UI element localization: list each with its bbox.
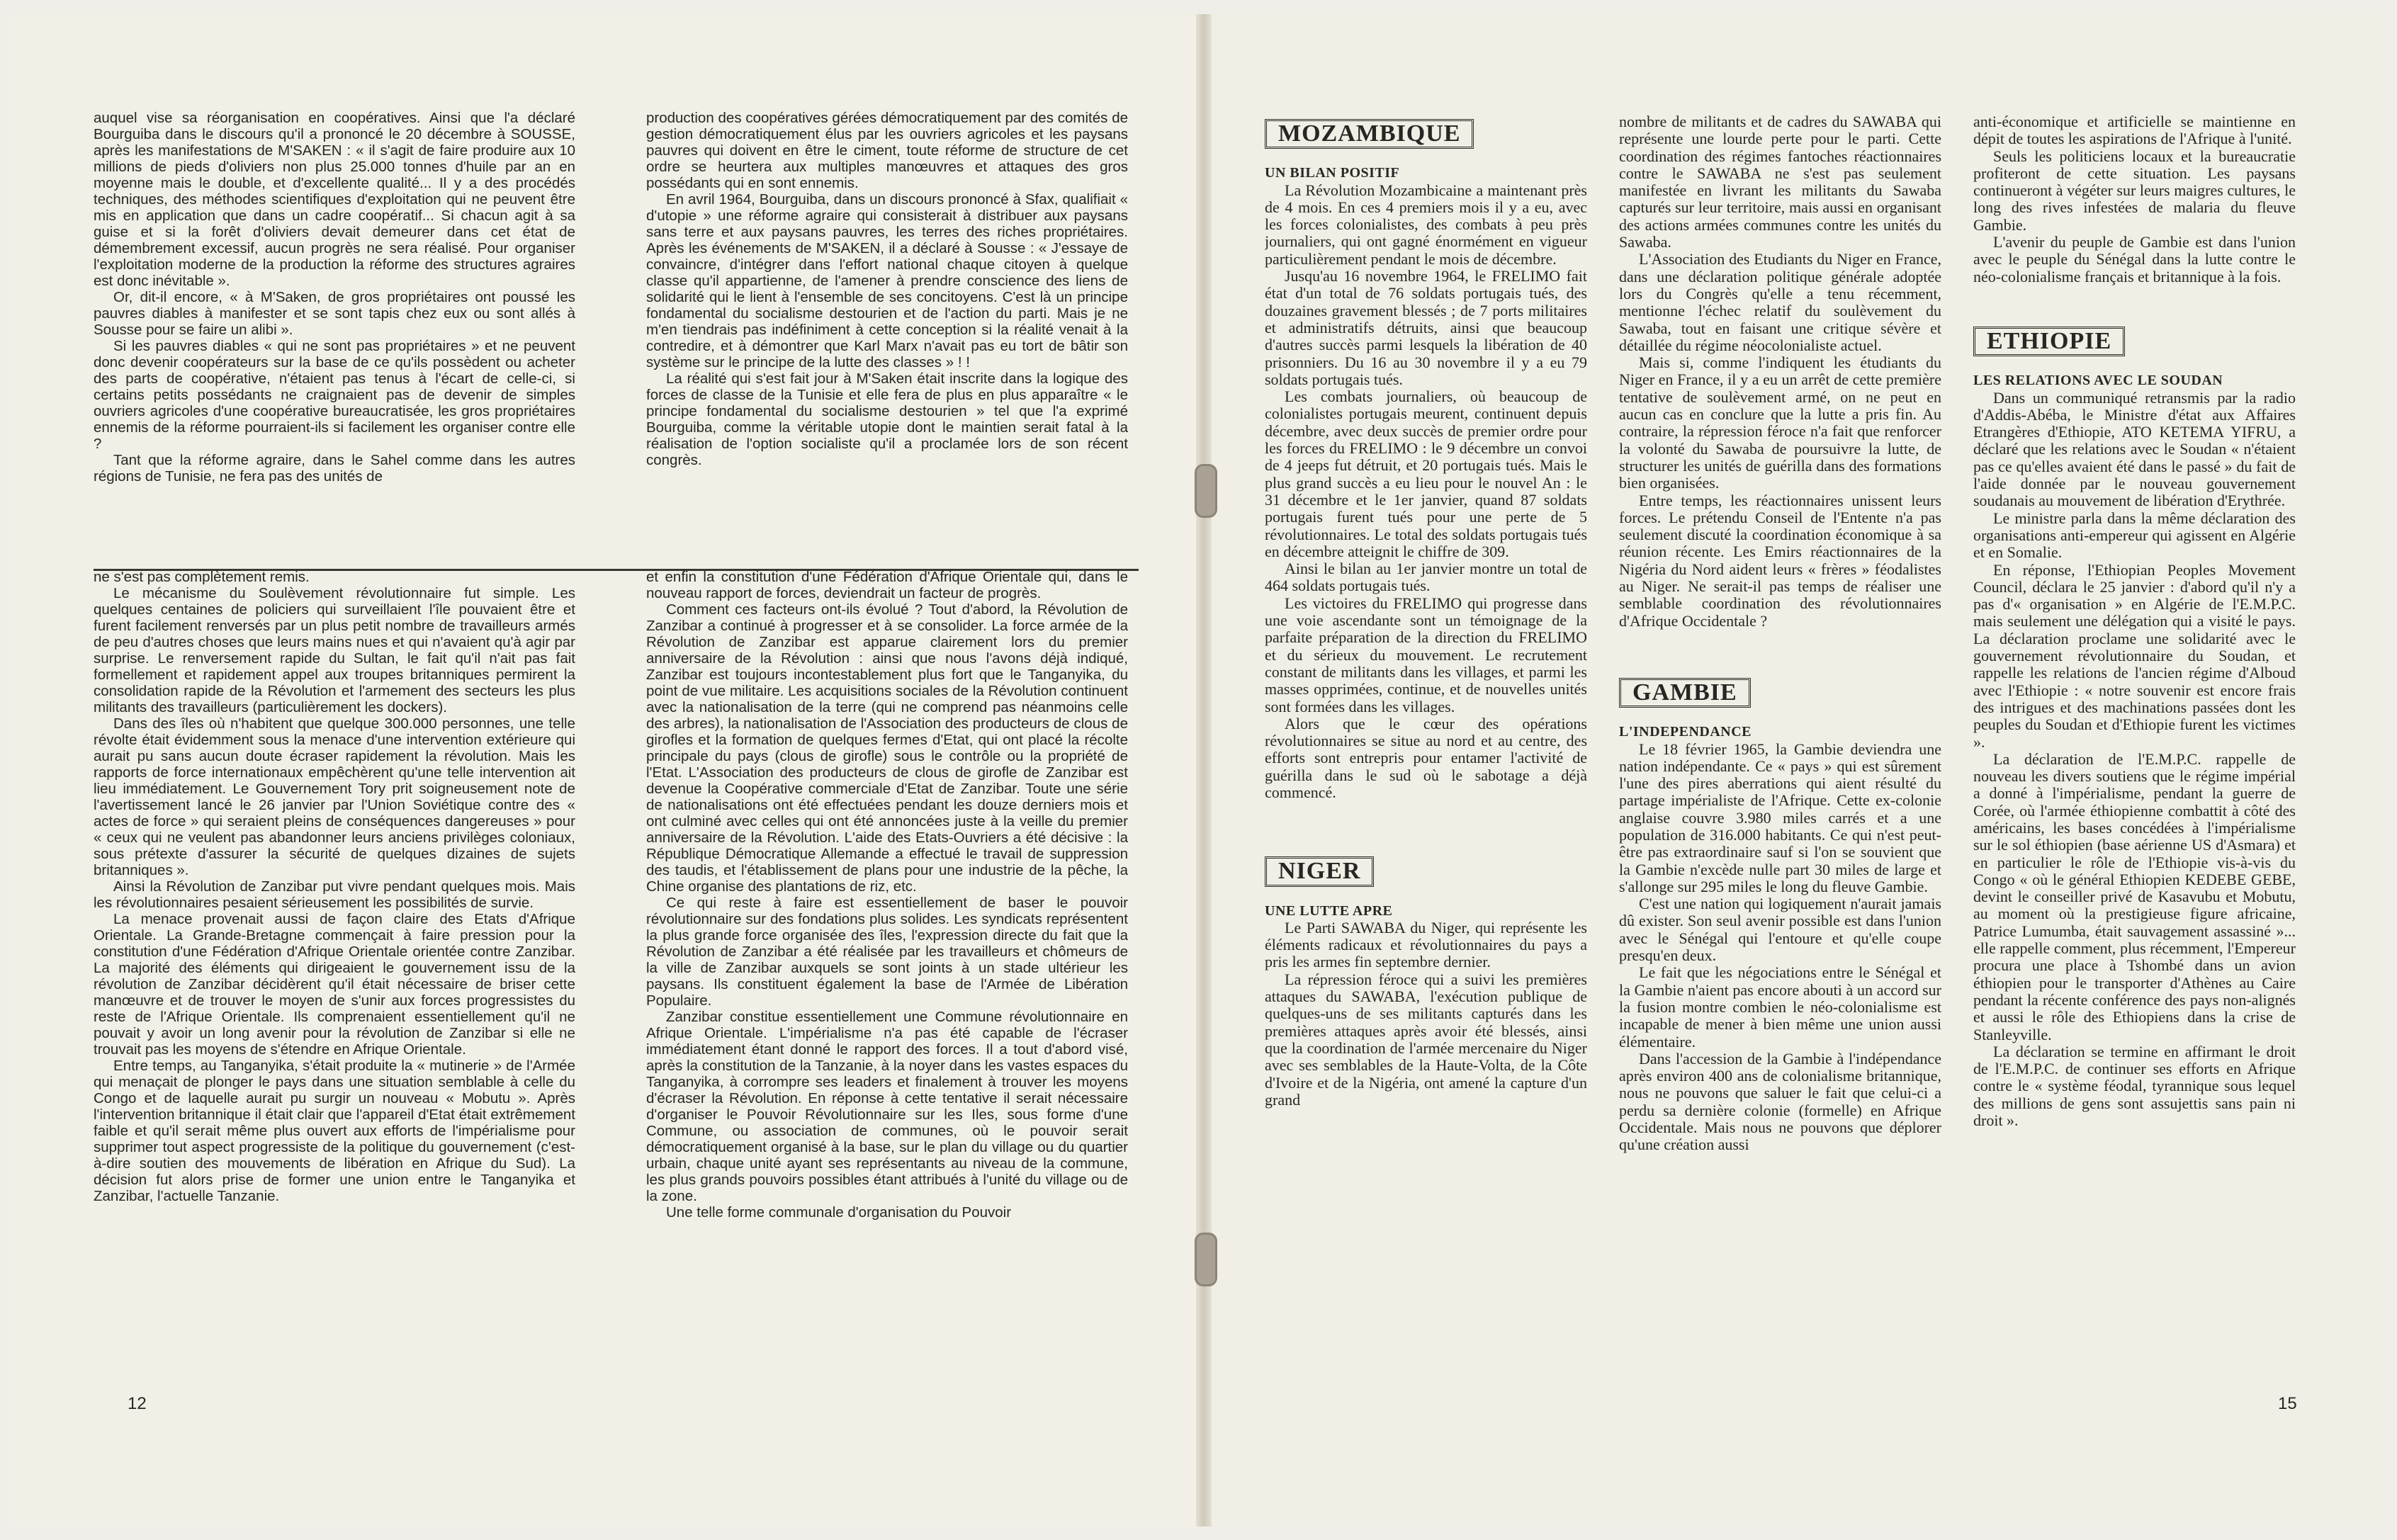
paragraph: Alors que le cœur des opérations révolutionnaires se situe au nord et au centre, des efforts sont entrepris pour entamer l'activité de guérilla dans le sud où le sabotage a déjà commencé. [1265,714,1587,801]
paragraph: Zanzibar constitue essentiellement une Commune révolutionnaire en Afrique Orientale. L'impérialisme n'a pas été capable de l'écraser immédiatement étant donné le rapport des forces. Il a tout d'abord visé, après la constitution de la Tanzanie, à la noyer dans les vastes espaces du Tanganyika, à corrompre ses leaders et finalement à trouver les moyens d'écraser la Révolution. En réponse à cette tentative il serait nécessaire d'organiser le Pouvoir Révolutionnaire sur les Iles, sous forme d'une Commune, ou association de communes, où le pouvoir serait démocratiquement organisé à la base, sur le plan du village ou du quartier urbain, chaque unité ayant ses représentants au niveau de la commune, les plus grands pouvoirs possibles étant attribués à l'unité du village ou de la zone. [646,1009,1128,1204]
paragraph: Le mécanisme du Soulèvement révolutionnaire fut simple. Les quelques centaines de policiers qui surveillaient l'île pouvaient être et furent facilement renversés par un plus petit nombre de travailleurs armés de peu d'autres choses que leurs mains nues et qui n'avaient qu'à agir par surprise. Le renversement rapide du Sultan, le fait qu'il n'ait pas fait formellement et rapidement appel aux troupes britanniques permirent la consolidation rapide de la Révolution et l'armement des secteurs les plus militants des travailleurs (particulièrement les dockers). [94,585,575,715]
heading-niger: NIGER [1265,856,1374,886]
paragraph: L'Association des Etudiants du Niger en France, dans une déclaration politique générale adoptée lors du Congrès qu'elle a tenu récemment, mentionne l'échec relatif du soulèvement du Sawaba, tout en faisant une critique sévère et détaillée du régime néocolonialiste actuel. [1619,250,1941,354]
paragraph: Comment ces facteurs ont-ils évolué ? Tout d'abord, la Révolution de Zanzibar a continué à progresser et à se consolider. La force armée de la Révolution de Zanzibar est apparue clairement lors du premier anniversaire de la Révolution : ainsi que nous l'avons déjà indiqué, Zanzibar est toujours incontestablement plus fort que le Tanganyika, du point de vue militaire. Les acquisitions sociales de la Révolution continuent avec la nationalisation de la terre (qui ne comprend pas néanmoins celle des arbres), la nationalisation de l'Association des producteurs de clous de girofles et la formation de quelques fermes d'Etat, qui ont placé la récolte principale du pays (clous de girofle) sous le contrôle ou la propriété de l'Etat. L'Association des producteurs de clous de girofle de Zanzibar est devenue la Coopérative commerciale d'Etat de Zanzibar. Toute une série de nationalisations ont été effectuées pendant les douze derniers mois et ont culminé avec celles qui ont été annoncées juste à la veille du premier anniversaire de la Révolution. L'aide des Etats-Ouvriers a été décisive : la République Démocratique Allemande a effectué le travail de suppression des taudis, et l'établissement de plans pour une industrie de la pêche, la Chine organise des plantations de riz, etc. [646,601,1128,895]
paragraph: La déclaration de l'E.M.P.C. rappelle de nouveau les divers soutiens que le régime impérial a donné à l'impérialisme, pendant la guerre de Corée, où l'armée éthiopienne combattit à côté des américains, les bases concédées à l'impérialisme sur le sol éthiopien (base aérienne US d'Asmara) et en particulier le rôle de l'Ethiopie vis-à-vis du Congo « où le général Ethiopien KEDEBE GEBE, devint le conseiller privé de Kasavubu et Mobutu, au moment où la prestigieuse figure africaine, Patrice Lumumba, était sauvagement assassiné »... elle rappelle comment, plus récemment, l'Empereur procura une place à Tshombé dans un avion éthiopien pour le transporter d'Athènes au Caire pendant la récente conférence des pays non-alignés et aussi le rôle des Ethiopiens dans la crise de Stanleyville. [1973,749,2296,1043]
paragraph: La déclaration se termine en affirmant le droit de l'E.M.P.C. de continuer ses efforts en Afrique contre le « système féodal, tyrannique sous lequel des millions de gens sont assujettis sans pain ni droit ». [1973,1042,2296,1130]
subheading-ethiopie: LES RELATIONS AVEC LE SOUDAN [1973,373,2223,389]
paragraph: Dans un communiqué retransmis par la radio d'Addis-Abéba, le Ministre d'état aux Affaires Etrangères d'Ethiopie, ATO KETEMA YIFRU, a déclaré que les relations avec le Soudan « n'étaient pas ce qu'elles avaient été dans le passé » du fait de l'aide donnée par le nouveau gouvernement soudanais au mouvement de libération d'Erythrée. [1973,388,2296,510]
paragraph: Dans des îles où n'habitent que quelque 300.000 personnes, une telle révolte était évidemment sous la menace d'une intervention extérieure qui aurait pu sans aucun doute écraser rapidement la révolution. Mais les rapports de force internationaux empêchèrent qu'une telle intervention ait lieu immédiatement. Le Gouvernement Tory prit soigneusement note de l'avertissement lancé le 26 janvier par l'Union Soviétique contre des « actes de force » qui seraient pleins de conséquences dangereuses » pour « ceux qui ne veulent pas abandonner leurs anciens privilèges coloniaux, sous prétexte d'assurer la sécurité de quelques dizaines de sujets britanniques ». [94,715,575,878]
paragraph: Jusqu'au 16 novembre 1964, le FRELIMO fait état d'un total de 76 soldats portugais tués, des douzaines gravement blessés ; de 7 ports militaires et administratifs détruits, ainsi que beaucoup d'autres succès parmi lesquels la libération de 40 prisonniers. Du 16 au 30 novembre il y a eu 79 soldats portugais tués. [1265,267,1587,388]
paragraph: Mais si, comme l'indiquent les étudiants du Niger en France, il y a eu un arrêt de cette première tentative de soulèvement armé, on ne peut en aucun cas en conclure que la lutte a pris fin. Au contraire, la répression féroce n'a fait que renforcer la volonté du Sawaba de poursuivre la lutte, de structurer les unités de guérilla dans des formations bien organisées. [1619,353,1941,492]
paragraph: nombre de militants et de cadres du SAWABA qui représente une lourde perte pour le parti. Cette coordination des régimes fantoches réactionnaires contre le SAWABA ne s'est pas seulement manifestée en livrant les militants du Sawaba capturés sur leur territoire, mais aussi en organisant des actions armées communes contre les unités du Sawaba. [1619,113,1941,251]
paragraph: Or, dit-il encore, « à M'Saken, de gros propriétaires ont poussé les pauvres diables à manifester et se sont tapis chez eux ou sont allés à Sousse pour se faire un alibi ». [94,289,575,338]
paragraph: L'avenir du peuple de Gambie est dans l'union avec le peuple du Sénégal dans la lutte contre le néo-colonialisme français et britannique à la fois. [1973,233,2296,285]
paragraph: Entre temps, au Tanganyika, s'était produite la « mutinerie » de l'Armée qui menaçait de plonger le pays dans une situation semblable à celle du Congo et de laquelle aurait pu surgir un nouveau « Mobutu ». Après l'intervention britannique il était clair que l'appareil d'Etat était extrêmement faible et qu'il serait même plus ouvert aux efforts de l'impérialisme pour supprimer tout aspect progressiste de la politique du gouvernement (c'est-à-dire soutien des mouvements de libération en Afrique du Sud). La décision fut alors prise de former une union entre le Tanganyika et Zanzibar, l'actuelle Tanzanie. [94,1058,575,1204]
paragraph: Tant que la réforme agraire, dans le Sahel comme dans les autres régions de Tunisie, ne fera pas des unités de [94,452,575,485]
paragraph: Ainsi le bilan au 1er janvier montre un total de 464 soldats portugais tués. [1265,560,1587,595]
gambie-article [1619,741,1941,1154]
left-bottom-column-1 [94,569,575,1368]
paragraph: Seuls les politiciens locaux et la bureaucratie profiteront de cette situation. Les paysans continueront à végéter sur leurs maigres cultures, le long des rives infestées de malaria du fleuve Gambie. [1973,147,2296,234]
paragraph: Si les pauvres diables « qui ne sont pas propriétaires » et ne peuvent donc devenir coopérateurs sur la base de ce qu'ils possèdent ou acheter des parts de coopérative, n'étaient pas tenus à l'écart de celle-ci, si certains petits possédants ne craignaient pas de devenir de simples ouvriers agricoles d'une coopérative bureaucratisée, les gros propriétaires ennemis de la réforme pourraient-ils si facilement les organiser contre elle ? [94,338,575,452]
left-top-column-1 [94,110,575,529]
staple-bottom [1195,1233,1217,1286]
heading-ethiopie: ETHIOPIE [1973,327,2125,356]
gambie-article-continued [1973,113,2296,285]
right-column-1 [1265,113,1587,1374]
right-column-2 [1619,113,1941,1374]
paragraph: En avril 1964, Bourguiba, dans un discours prononcé à Sfax, qualifiait « d'utopie » une réforme agraire qui consisterait à distribuer aux paysans sans terre et aux paysans pauvres, les terres des riches propriétaires. Après les événements de M'SAKEN, il a déclaré à Sousse : « J'essaye de convaincre, d'intégrer dans l'effort national chaque citoyen à quelque classe qu'il appartienne, de l'amener à prendre conscience des liens de solidarité qui le lient à l'ensemble de ses concitoyens. C'est là un principe fondamental du socialisme destourien et de l'action du parti. Mais je ne m'en tiendrais pas indéfiniment à cette conception si la réalité venait à la contredire, et à démontrer que Karl Marx n'avait pas eu tort de bâtir son système sur le principe de la lutte des classes » ! ! [646,191,1128,370]
staple-top [1195,464,1217,518]
paragraph: Ainsi la Révolution de Zanzibar put vivre pendant quelques mois. Mais les révolutionnaires pesaient sérieusement les possibilités de survie. [94,878,575,911]
page-number-left: 12 [128,1394,147,1413]
paragraph: C'est une nation qui logiquement n'aurait jamais dû exister. Son seul avenir possible est dans l'union avec le Sénégal qui l'entoure et qu'elle coupe presqu'en deux. [1619,895,1941,965]
subheading-gambie: L'INDEPENDANCE [1619,724,1752,740]
page-number-right: 15 [2278,1394,2297,1413]
paragraph: anti-économique et artificielle se maintienne en dépit de toutes les aspirations de l'Afrique à l'unité. [1973,113,2296,148]
paragraph: Dans l'accession de la Gambie à l'indépendance après environ 400 ans de colonialisme britannique, nous ne pouvons que saluer le fait que celui-ci a perdu sa dernière colonie (formelle) en Afrique Occidentale. Mais nous ne pouvons que déplorer qu'une création aussi [1619,1049,1941,1154]
paragraph: En réponse, l'Ethiopian Peoples Movement Council, déclara le 25 janvier : d'abord qu'il n'y a pas d'« organisation » en Algérie de l'E.M.P.C. mais seulement une délégation qui a visité le pays. La déclaration proclame une solidarité avec le gouvernement révolutionnaire du Soudan, et rappelle les relations de l'ancien régime d'Alboud avec l'Ethiopie : « notre souvenir est encore frais des intrigues et des machinations passées dont les peuples du Soudan et d'Ethiopie furent les victimes ». [1973,560,2296,751]
heading-mozambique: MOZAMBIQUE [1265,119,1474,149]
paragraph: Les combats journaliers, où beaucoup de colonialistes portugais meurent, continuent depuis décembre, avec deux succès de premier ordre pour les forces du FRELIMO : le 9 décembre un convoi de 4 jeeps fut détruit, et 20 portugais tués. Mais le plus grand succès a eu lieu pour le nouvel An : le 31 décembre et le 1er janvier, quand 87 soldats portugais furent tués pour une perte de 5 révolutionnaires. Le total des soldats portugais tués en décembre atteignit le chiffre de 309. [1265,387,1587,560]
paragraph: Une telle forme communale d'organisation du Pouvoir [666,1204,1012,1221]
paragraph: La réalité qui s'est fait jour à M'Saken était inscrite dans la logique des forces de classe de la Tunisie et elle fera de plus en plus apparaître « le principe fondamental du socialisme destourien » tel que l'a exprimé Bourguiba, comme la véritable utopie dont le maintien serait fatal à la réalisation de l'option socialiste qu'il a proclamée lors de son récent congrès. [646,370,1128,468]
mozambique-article [1265,182,1587,802]
subheading-niger: UNE LUTTE APRE [1265,902,1393,919]
ethiopie-article [1973,390,2296,1130]
paragraph: auquel vise sa réorganisation en coopératives. Ainsi que l'a déclaré Bourguiba dans le discours qu'il a prononcé le 20 décembre à SOUSSE, après les manifestations de M'SAKEN : « il s'agit de faire produire aux 10 millions de pieds d'oliviers non plus 25.000 tonnes d'huile par an en moyenne mais le double, et d'excellente qualité... Il y a des procédés techniques, des méthodes scientifiques d'exploitation qui ne peuvent être mis en application que dans un cadre coopératif... Si chacun agit à sa guise et si la forêt d'oliviers devait demeurer dans cet état de démembrement excessif, aucun progrès ne sera réalisé. Pour organiser l'exploitation moderne de la production la réforme des structures agraires est donc inévitable ». [94,110,575,289]
paragraph: Le 18 février 1965, la Gambie deviendra une nation indépendante. Ce « pays » qui est sûrement l'une des pires aberrations qui aient résulté du partage impérialiste de l'Afrique. Cette ex-colonie anglaise couvre 3.980 miles carrés et a une population de 316.000 habitants. Ce qui n'est peut-être pas extraordinaire sauf si l'on se souvient que la Gambie n'excède nulle part 30 miles de large et s'allonge sur 295 miles le long du fleuve Gambie. [1619,740,1941,895]
paragraph: Le fait que les négociations entre le Sénégal et la Gambie n'aient pas encore abouti à un accord sur la fusion montre combien le néo-colonialisme est incapable de mener à bien même une union aussi élémentaire. [1619,963,1941,1051]
heading-gambie: GAMBIE [1619,678,1751,708]
left-bottom-column-2 [646,569,1128,1368]
binding-gutter [1196,14,1212,1527]
paragraph: et enfin la constitution d'une Fédération d'Afrique Orientale qui, dans le nouveau rapport de forces, deviendrait un facteur de progrès. [646,569,1128,601]
niger-article [1265,919,1587,1109]
left-top-column-2 [646,110,1128,529]
right-column-3 [1973,113,2296,1374]
paragraph: ne s'est pas complètement remis. [94,569,310,585]
paragraph: production des coopératives gérées démocratiquement par des comités de gestion démocratiquement élus par les ouvriers agricoles et les paysans pauvres qui doivent en être le ciment, toute réforme de structure de cet ordre se heurtera aux multiples manœuvres et attaques des gros possédants qui en sont ennemis. [646,110,1128,191]
paragraph: La menace provenait aussi de façon claire des Etats d'Afrique Orientale. La Grande-Bretagne commençait à faire pression pour la constitution d'une Fédération d'Afrique Orientale orientée contre Zanzibar. La majorité des éléments qui dirigeaient le gouvernement issu de la révolution de Zanzibar décidèrent qu'il était nécessaire de briser cette manœuvre et de trouver le moyen de s'unir aux forces progressistes du reste de l'Afrique Orientale. Ils comprenaient essentiellement qu'il ne pouvait y avoir un long avenir pour la révolution de Zanzibar si elle ne trouvait pas les moyens de s'étendre en Afrique Orientale. [94,911,575,1058]
niger-article-continued [1619,113,1941,630]
paragraph: La Révolution Mozambicaine a maintenant près de 4 mois. En ces 4 premiers mois il y a eu, avec les forces colonialistes, des combats à peu près journaliers, qui ont gagné énormément en vigueur particulièrement pendant le mois de décembre. [1265,181,1587,268]
paragraph: La répression féroce qui a suivi les premières attaques du SAWABA, l'exécution publique de quelques-uns de ses militants capturés dans les premières attaques après avoir été blessés, ainsi que la coordination de l'armée mercenaire du Niger avec ses semblables de la Haute-Volta, de la Côte d'Ivoire et de la Nigéria, ont amené la capture d'un grand [1265,970,1587,1109]
paragraph: Ce qui reste à faire est essentiellement de baser le pouvoir révolutionnaire sur des fondations plus solides. Les syndicats représentent la plus grande force organisée des îles, l'expression directe du fait que la Révolution de Zanzibar a été réalisée par les travailleurs et chômeurs de la ville de Zanzibar auxquels se sont joints à un stade ultérieur les paysans. Ils constituent également la base de l'Armée de Libération Populaire. [646,895,1128,1009]
subheading-mozambique: UN BILAN POSITIF [1265,165,1400,181]
paragraph: Entre temps, les réactionnaires unissent leurs forces. Le prétendu Conseil de l'Entente n'a pas seulement discuté la coordination économique à sa réunion récente. Les Emirs réactionnaires de la Nigéria du Nord aident leurs « frères » féodalistes au Niger. Ne serait-il pas temps de réaliser une semblable coordination des révolutionnaires d'Afrique Occidentale ? [1619,491,1941,630]
paragraph: Le Parti SAWABA du Niger, qui représente les éléments radicaux et révolutionnaires du pays a pris les armes fin septembre dernier. [1265,918,1587,971]
paragraph: Le ministre parla dans la même déclaration des organisations anti-empereur qui agissent en Algérie et en Somalie. [1973,509,2296,562]
paragraph: Les victoires du FRELIMO qui progresse dans une voie ascendante sont un témoignage de la parfaite préparation de la direction du FRELIMO et du sérieux du mouvement. Le recrutement constant de militants dans les villages, et parmi les masses opprimées, continue, et de nouvelles unités sont formées dans les villages. [1265,594,1587,715]
